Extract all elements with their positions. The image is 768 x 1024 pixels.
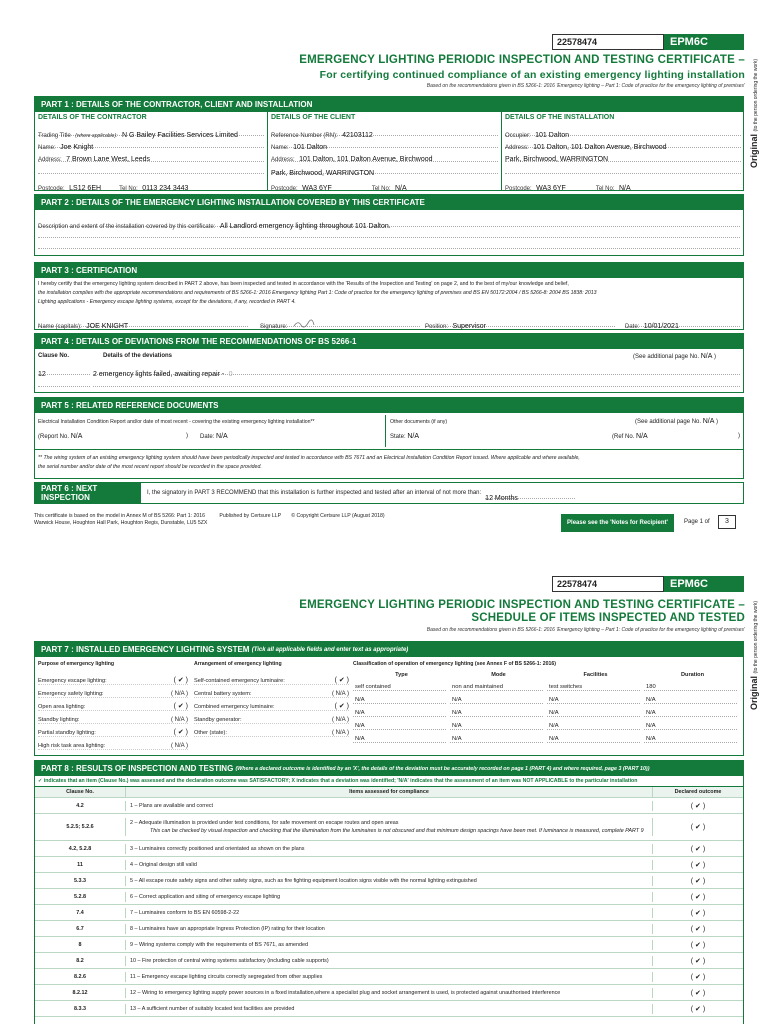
clause-label: Clause No. [38, 353, 70, 359]
page-total: 3 [718, 515, 736, 529]
outcome-cell[interactable]: ( ✔ ) [690, 957, 706, 965]
deviation-details[interactable]: 2 emergency lights failed, awaiting repair - 0 [93, 363, 740, 375]
item-cell: 7 – Luminaires conform to BS EN 60598-2-22 [125, 908, 653, 918]
arrangement-value[interactable]: ( N/A ) [331, 717, 349, 723]
certifier-name-field[interactable]: Name (capitals): JOE KNIGHT [38, 315, 248, 327]
classification-row [353, 691, 741, 704]
next-inspection-text: I, the signatory in PART 3 RECOMMEND that this installation is further inspected and tested after an interval of not more than: [147, 490, 482, 496]
purpose-value[interactable]: ( ✔ ) [173, 729, 188, 736]
notes-for-recipient-button[interactable]: Please see the 'Notes for Recipient' [561, 514, 674, 532]
item-cell: 5 – All escape route safety signs and other safety signs, such as fire fighting equipment location signs visible with the normal lighting extinguished [125, 876, 653, 886]
item-cell: 8 – Luminaires have an appropriate Ingress Protection (IP) rating for their location [125, 924, 653, 934]
table-row [35, 921, 743, 937]
classification-row [353, 678, 741, 691]
arrangement-row[interactable] [194, 672, 349, 685]
classification-col-header: Mode [491, 672, 506, 678]
additional-page-field[interactable]: (See additional page No. N/A ) [633, 353, 717, 360]
purpose-row[interactable] [38, 698, 188, 711]
reference-number-field[interactable]: Reference Number (RN): 42103112 [271, 124, 498, 136]
purpose-row[interactable] [38, 711, 188, 724]
purpose-value[interactable]: ( N/A ) [170, 691, 188, 697]
classification-cell[interactable]: N/A [353, 723, 446, 730]
wiring-note-1: ** The wiring system of an existing emergency lighting system should have been periodically inspected and tested in accordance with BS 7671 and an Electrical Installation Condition Report issued. Where applicable and where available, [38, 455, 580, 461]
certificate-number: 22578474 [552, 34, 664, 50]
outcome-cell[interactable]: ( ✔ ) [690, 824, 706, 831]
ref-number-field[interactable]: (Ref No. N/A ) [612, 433, 740, 440]
part2-header: PART 2 : DETAILS OF THE EMERGENCY LIGHTING INSTALLATION COVERED BY THIS CERTIFICATE [35, 195, 743, 210]
item-cell: 2 – Adequate illumination is provided under test conditions, for safe movement on escape routes and open areas This can be checked by visual inspection and checking that the illumination from the luminaires is not obscured and that minimum design spacings have been met. If luminance is measured, complete PART 9 [125, 818, 653, 836]
arrangement-heading: Arrangement of emergency lighting [194, 661, 282, 667]
purpose-label: Standby lighting: [38, 717, 80, 723]
contractor-postcode-field[interactable]: Postcode: LS12 6EH Tel No: 0113 234 3443 [38, 185, 189, 192]
table-row [35, 814, 743, 841]
outcome-cell[interactable]: ( ✔ ) [690, 973, 706, 981]
part6-header: PART 6 : NEXT INSPECTION [35, 483, 141, 503]
installation-postcode-field[interactable]: Postcode: WA3 6YF Tel No: N/A [505, 185, 631, 192]
part8-rows [35, 798, 743, 1017]
classification-cell[interactable]: N/A [644, 723, 737, 730]
classification-cell[interactable]: N/A [353, 710, 446, 717]
clause-cell: 5.2.8 [74, 893, 86, 900]
arrangement-row[interactable] [194, 711, 349, 724]
part5-section [34, 397, 744, 479]
classification-cell[interactable]: N/A [450, 697, 543, 704]
item-cell: 12 – Wiring to emergency lighting supply power sources in a fixed installation,where a specialist plug and socket arrangement is used, is protected against unauthorised interference [125, 988, 653, 998]
purpose-list [38, 672, 188, 750]
purpose-value[interactable]: ( N/A ) [170, 717, 188, 723]
classification-cell[interactable]: N/A [450, 723, 543, 730]
page2-subtitle: SCHEDULE OF ITEMS INSPECTED AND TESTED [471, 612, 745, 624]
certification-date-field[interactable]: Date: 10/01/2021 [625, 315, 740, 327]
outcome-cell[interactable]: ( ✔ ) [690, 989, 706, 997]
classification-col-header: Facilities [583, 672, 608, 678]
classification-row [353, 704, 741, 717]
classification-cell[interactable]: N/A [644, 697, 737, 704]
client-postcode-field[interactable]: Postcode: WA3 6YF Tel No: N/A [271, 185, 407, 192]
classification-cell[interactable]: N/A [644, 736, 737, 743]
clause-cell: 8 [78, 941, 82, 948]
arrangement-row[interactable] [194, 685, 349, 698]
purpose-row[interactable] [38, 672, 188, 685]
arrangement-value[interactable]: ( ✔ ) [334, 703, 349, 710]
signature-mark [292, 319, 316, 329]
arrangement-value[interactable]: ( ✔ ) [334, 677, 349, 684]
classification-cell[interactable]: N/A [353, 697, 446, 704]
classification-col-header: Duration [681, 672, 704, 678]
outcome-cell[interactable]: ( ✔ ) [690, 925, 706, 933]
clause-cell: 5.3.3 [74, 877, 86, 884]
classification-row [353, 717, 741, 730]
classification-row [353, 730, 741, 743]
purpose-label: High risk task area lighting: [38, 743, 106, 749]
outcome-cell[interactable]: ( ✔ ) [690, 861, 706, 869]
form-code-p2: EPM6C [664, 576, 744, 592]
classification-cell[interactable]: non and maintained [450, 684, 543, 691]
clause-cell: 6.7 [76, 925, 84, 932]
deviations-label: Details of the deviations [103, 353, 173, 359]
classification-cell[interactable]: N/A [450, 710, 543, 717]
eicr-label: Electrical Installation Condition Report and/or date of most recent - covering the existing emergency lighting installation** [38, 419, 315, 425]
part8-legend: ✓ indicates that an item (Clause No.) was assessed and the declaration outcome was SATISFACTORY; X indicates that a deviation was identified; 'N/A' indicates that the assessment of an item was NOT APPLICABLE to the particular installation [35, 776, 743, 787]
purpose-label: Partial standby lighting: [38, 730, 96, 736]
arrangement-list [194, 672, 349, 737]
part1-section [34, 96, 744, 191]
part3-header: PART 3 : CERTIFICATION [35, 263, 743, 278]
other-docs-label: Other documents (if any) [390, 419, 448, 425]
outcome-cell[interactable]: ( ✔ ) [690, 877, 706, 885]
occupier-field[interactable]: Occupier: 101 Dalton [505, 124, 741, 136]
clause-cell: 7.4 [76, 909, 84, 916]
classification-cell[interactable]: N/A [450, 736, 543, 743]
arrangement-value[interactable]: ( N/A ) [331, 730, 349, 736]
contractor-address-field[interactable]: Address: 7 Brown Lane West, Leeds [38, 148, 264, 162]
clause-cell: 11 [77, 861, 83, 868]
table-row [35, 798, 743, 814]
client-address-line2[interactable]: Park, Birchwood, WARRINGTON [271, 162, 498, 174]
report-date-field[interactable]: Date: N/A [200, 433, 228, 440]
outcome-cell[interactable]: ( ✔ ) [690, 1005, 706, 1013]
page-number: Page 1 of [684, 519, 710, 525]
part8-column-headers: Clause No. Items assessed for compliance Declared outcome [35, 787, 743, 798]
form-code: EPM6C [664, 34, 744, 50]
part5-additional-page[interactable]: (See additional page No. N/A ) [635, 418, 719, 425]
arrangement-label: Standby generator: [194, 717, 242, 723]
certification-text-2: the installation complies with the appropriate recommendations and requirements of BS 5266-1: 2016 Emergency lighting Part 1: Code of practice for the emergency lighting of premises and BS EN 50172:2004 / BS 5266-8: 2004 BS 1838: 2013 [38, 290, 597, 296]
report-number-field[interactable]: (Report No. N/A ) [38, 433, 188, 440]
deviation-clause[interactable]: 12 [38, 363, 90, 375]
installation-description-field[interactable]: Description and extent of the installation covered by this certificate: All Landlord emergency lighting throughout 101 Dalton. [38, 215, 740, 227]
classification-col-header: Type [395, 672, 408, 678]
part2-section [34, 194, 744, 256]
arrangement-label: Other (state): [194, 730, 227, 736]
arrangement-value[interactable]: ( N/A ) [331, 691, 349, 697]
table-row [35, 969, 743, 985]
item-cell: 3 – Luminaires correctly positioned and orientated as shown on the plans [125, 844, 653, 854]
table-row [35, 1001, 743, 1017]
trading-title-field[interactable]: Trading Title (where applicable): N G Bailey Facilities Services Limited [38, 124, 264, 136]
certification-text-3: Lighting applications - Emergency escape lighting systems, except for the deviations, if any, recorded in PART 4. [38, 299, 296, 305]
position-field[interactable]: Position: Supervisor [425, 315, 615, 327]
part3-section [34, 262, 744, 330]
purpose-row[interactable] [38, 737, 188, 750]
item-cell: 11 – Emergency escape lighting circuits correctly segregated from other supplies [125, 972, 653, 982]
part8-header: PART 8 : RESULTS OF INSPECTION AND TESTING (Where a declared outcome is identified by an 'X', the details of the deviation must be accurately recorded on page 1 (PART 4) and where required, page 3 (PART 10)) [35, 761, 743, 776]
table-row [35, 873, 743, 889]
clause-cell: 8.2 [76, 957, 84, 964]
part4-header: PART 4 : DETAILS OF DEVIATIONS FROM THE RECOMMENDATIONS OF BS 5266-1 [35, 334, 743, 349]
item-cell: 1 – Plans are available and correct [125, 801, 653, 811]
certificate-number-p2: 22578474 [552, 576, 664, 592]
clause-cell: 4.2, 5.2.8 [68, 845, 92, 852]
classification-cell[interactable]: N/A [353, 736, 446, 743]
state-field[interactable]: State: N/A [390, 433, 420, 440]
purpose-row[interactable] [38, 724, 188, 737]
clause-cell: 8.2.12 [72, 989, 88, 996]
clause-cell: 8.3.3 [74, 1005, 86, 1012]
client-address-field[interactable]: Address: 101 Dalton, 101 Dalton Avenue, Birchwood [271, 148, 498, 162]
classification-cell[interactable]: N/A [547, 710, 640, 717]
page2-title: EMERGENCY LIGHTING PERIODIC INSPECTION AND TESTING CERTIFICATE – [299, 599, 745, 611]
part4-section [34, 333, 744, 393]
part8-section [34, 760, 744, 1024]
outcome-cell[interactable]: ( ✔ ) [690, 909, 706, 917]
item-cell: 6 – Correct application and siting of emergency escape lighting [125, 892, 653, 902]
purpose-heading: Purpose of emergency lighting [38, 661, 115, 667]
wiring-note-2: the serial number and/or date of the most recent report should be recorded in the space provided. [38, 464, 262, 470]
purpose-label: Emergency escape lighting: [38, 678, 107, 684]
purpose-label: Open area lighting: [38, 704, 86, 710]
clause-cell: 5.2.5; 5.2.6 [66, 824, 94, 830]
arrangement-row[interactable] [194, 724, 349, 737]
contractor-heading: DETAILS OF THE CONTRACTOR [38, 114, 147, 121]
basis-note: Based on the recommendations given in BS 5266-1: 2016 'Emergency lighting – Part 1: Code of practice for the emergency lighting of premises' [426, 83, 745, 89]
installation-address-field[interactable]: Address: 101 Dalton, 101 Dalton Avenue, Birchwood [505, 136, 741, 148]
installation-heading: DETAILS OF THE INSTALLATION [505, 114, 615, 121]
outcome-cell[interactable]: ( ✔ ) [690, 802, 706, 810]
outcome-cell[interactable]: ( ✔ ) [690, 941, 706, 949]
part6-section [34, 482, 744, 504]
purpose-value[interactable]: ( ✔ ) [173, 677, 188, 684]
side-label: Original (to the person ordering the work) [749, 58, 759, 168]
table-row [35, 937, 743, 953]
part5-header: PART 5 : RELATED REFERENCE DOCUMENTS [35, 398, 743, 413]
classification-heading: Classification of operation of emergency lighting (see Annex F of BS 5266-1: 2016) [353, 661, 557, 667]
purpose-value[interactable]: ( N/A ) [170, 743, 188, 749]
item-cell: 4 – Original design still valid [125, 860, 653, 870]
part7-header: PART 7 : INSTALLED EMERGENCY LIGHTING SYSTEM (Tick all applicable fields and enter text as appropriate) [35, 642, 743, 657]
installation-address-line2[interactable]: Park, Birchwood, WARRINGTON [505, 148, 741, 162]
page-title: EMERGENCY LIGHTING PERIODIC INSPECTION AND TESTING CERTIFICATE – [299, 54, 745, 66]
purpose-row[interactable] [38, 685, 188, 698]
table-row [35, 857, 743, 873]
classification-header [353, 672, 741, 678]
page-subtitle: For certifying continued compliance of an existing emergency lighting installation [319, 69, 745, 81]
item-cell: 13 – A sufficient number of suitably located test facilities are provided [125, 1004, 653, 1014]
page2-basis-note: Based on the recommendations given in BS 5266-1: 2016 'Emergency lighting – Part 1: Code of practice for the emergency lighting of premises' [426, 627, 745, 633]
side-label-p2: Original (to the person ordering the work) [749, 600, 759, 710]
part1-header: PART 1 : DETAILS OF THE CONTRACTOR, CLIENT AND INSTALLATION [35, 97, 743, 112]
arrangement-label: Self-contained emergency luminaire: [194, 678, 285, 684]
classification-cell[interactable]: self contained [353, 684, 446, 691]
outcome-cell[interactable]: ( ✔ ) [690, 845, 706, 853]
item-cell: 10 – Fire protection of central wiring systems satisfactory (including cable supports) [125, 956, 653, 966]
table-row [35, 905, 743, 921]
signature-field[interactable]: Signature: [260, 315, 420, 327]
classification-cell[interactable]: N/A [547, 723, 640, 730]
client-name-field[interactable]: Name: 101 Dalton [271, 136, 498, 148]
footer-line2: Warwick House, Houghton Hall Park, Houghton Regis, Dunstable, LU5 5ZX [34, 520, 208, 526]
arrangement-row[interactable] [194, 698, 349, 711]
table-row [35, 841, 743, 857]
table-row [35, 889, 743, 905]
classification-cell[interactable]: N/A [547, 736, 640, 743]
classification-cell[interactable]: N/A [644, 710, 737, 717]
next-inspection-interval[interactable]: 12 Months [485, 487, 575, 499]
arrangement-label: Central battery system: [194, 691, 252, 697]
classification-cell[interactable]: test switches [547, 684, 640, 691]
item-cell: 9 – Wiring systems comply with the requirements of BS 7671, as amended [125, 940, 653, 950]
classification-cell[interactable]: N/A [547, 697, 640, 704]
clause-cell: 4.2 [76, 802, 84, 809]
arrangement-label: Combined emergency luminaire: [194, 704, 275, 710]
purpose-value[interactable]: ( ✔ ) [173, 703, 188, 710]
part7-section [34, 641, 744, 756]
table-row [35, 953, 743, 969]
client-heading: DETAILS OF THE CLIENT [271, 114, 356, 121]
classification-table [353, 672, 741, 743]
purpose-label: Emergency safety lighting: [38, 691, 104, 697]
classification-cell[interactable]: 180 [644, 684, 737, 691]
footer-line1: This certificate is based on the model in Annex M of BS 5266: Part 1: 2016 Published by Certsure LLP © Copyright Certsure LLP (August 2018) [34, 513, 385, 519]
certification-text-1: I hereby certify that the emergency lighting system described in PART 2 above, has been inspected and tested in accordance with the 'Results of the Inspection and Testing' on page 2, and to the best of my/our knowledge and belief, [38, 281, 569, 287]
outcome-cell[interactable]: ( ✔ ) [690, 893, 706, 901]
contractor-name-field[interactable]: Name: Joe Knight [38, 136, 264, 148]
table-row [35, 985, 743, 1001]
clause-cell: 8.2.6 [74, 973, 86, 980]
